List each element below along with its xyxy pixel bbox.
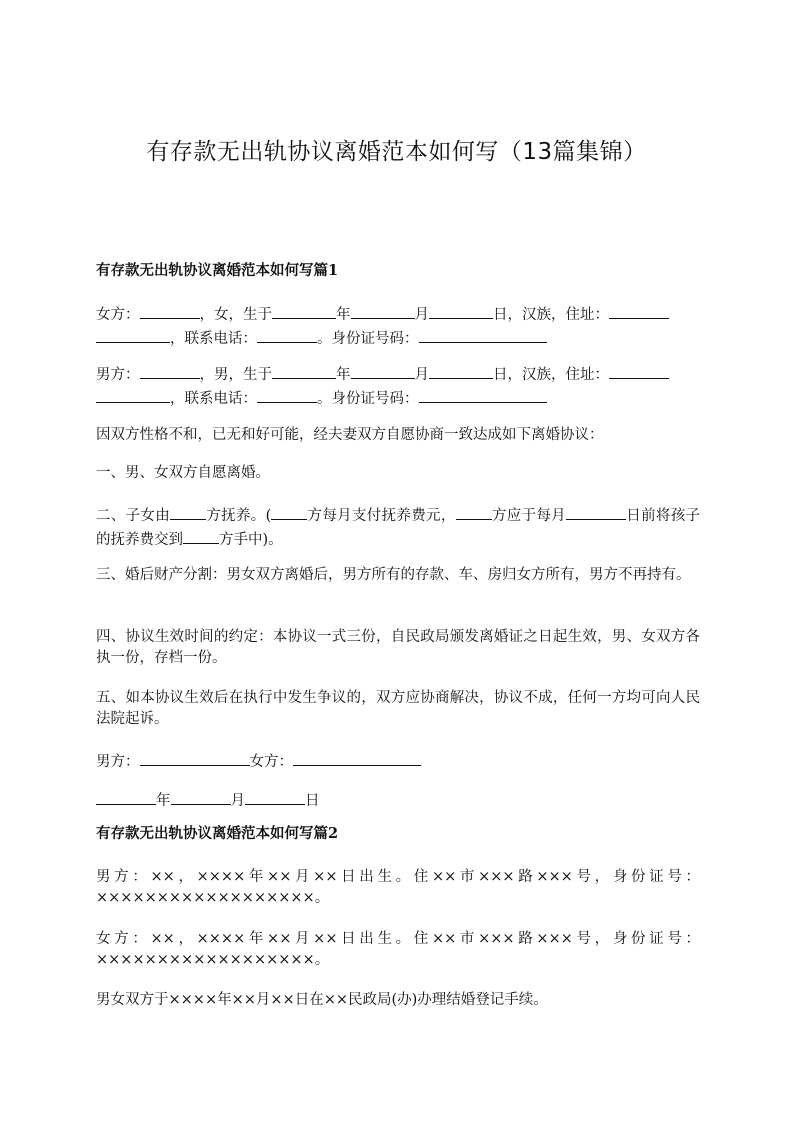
payer-blank-2 bbox=[456, 503, 492, 520]
man-info-paragraph-2: 男方：××，××××年××月××日出生。住××市×××路×××号，身份证号：××××××××××××××××××。 bbox=[96, 869, 700, 906]
year-text: 年 bbox=[336, 307, 351, 323]
man-label: 男方： bbox=[96, 367, 140, 383]
date-line: 年 月 日 bbox=[96, 788, 700, 812]
woman-label: 女方： bbox=[96, 307, 140, 323]
month-text: 月 bbox=[414, 307, 429, 323]
section-2-heading: 有存款无出轨协议离婚范本如何写篇2 bbox=[96, 825, 339, 842]
marriage-registration-paragraph: 男女双方于××××年××月××日在××民政局(办)办理结婚登记手续。 bbox=[96, 992, 548, 1008]
payer-blank bbox=[271, 503, 307, 520]
sign-day-blank bbox=[245, 788, 305, 805]
id-text: 。身份证号码： bbox=[317, 331, 419, 347]
phone-blank bbox=[257, 326, 317, 343]
birth-year-blank bbox=[272, 362, 336, 379]
address-blank bbox=[609, 302, 669, 319]
man-info-paragraph bbox=[96, 362, 700, 410]
birth-day-blank bbox=[429, 302, 493, 319]
signature-line bbox=[96, 749, 700, 773]
phone-text: ，联系电话： bbox=[170, 391, 257, 407]
document-title: 有存款无出轨协议离婚范本如何写（13篇集锦） bbox=[146, 139, 647, 165]
phone-text: ，联系电话： bbox=[170, 331, 257, 347]
intro-paragraph: 因双方性格不和，已无和好可能，经夫妻双方自愿协商一致达成如下离婚协议： bbox=[96, 427, 604, 443]
clause-1: 一、男、女双方自愿离婚。 bbox=[96, 465, 270, 481]
gender-text: ，男，生于 bbox=[199, 367, 272, 383]
woman-sign-label: 女方： bbox=[249, 754, 293, 770]
receiver-blank bbox=[183, 527, 219, 544]
address-text: 日，汉族，住址： bbox=[493, 307, 609, 323]
birth-month-blank bbox=[351, 302, 415, 319]
custody-blank bbox=[170, 503, 206, 520]
birth-day-blank bbox=[429, 362, 493, 379]
birth-year-blank bbox=[272, 302, 336, 319]
id-blank bbox=[419, 386, 547, 403]
address-blank-cont bbox=[96, 386, 170, 403]
sign-month-blank bbox=[171, 788, 231, 805]
id-blank bbox=[419, 326, 547, 343]
address-blank bbox=[609, 362, 669, 379]
clause-5: 五、如本协议生效后在执行中发生争议的，双方应协商解决，协议不成，任何一方均可向人民法院起诉。 bbox=[96, 690, 700, 727]
sign-year-blank bbox=[96, 788, 156, 805]
address-blank-cont bbox=[96, 326, 170, 343]
pay-day-blank bbox=[566, 503, 626, 520]
month-text: 月 bbox=[414, 367, 429, 383]
phone-blank bbox=[257, 386, 317, 403]
birth-month-blank bbox=[351, 362, 415, 379]
section-1-heading: 有存款无出轨协议离婚范本如何写篇1 bbox=[96, 262, 339, 279]
gender-text: ，女，生于 bbox=[199, 307, 272, 323]
woman-info-paragraph-2: 女方：××，××××年××月××日出生。住××市×××路×××号，身份证号：××××××××××××××××××。 bbox=[96, 931, 700, 968]
id-text: 。身份证号码： bbox=[317, 391, 419, 407]
clause-2: 二、子女由 方抚养。( 方每月支付抚养费元， 方应于每月 日前将孩子的抚养费交到 方手中)。 bbox=[96, 503, 700, 551]
name-blank bbox=[140, 362, 200, 379]
address-text: 日，汉族，住址： bbox=[493, 367, 609, 383]
name-blank bbox=[140, 302, 200, 319]
man-sign-label: 男方： bbox=[96, 754, 140, 770]
year-text: 年 bbox=[336, 367, 351, 383]
man-signature-blank bbox=[140, 749, 250, 766]
woman-signature-blank bbox=[293, 749, 421, 766]
woman-info-paragraph bbox=[96, 302, 700, 350]
clause-3: 三、婚后财产分割：男女双方离婚后，男方所有的存款、车、房归女方所有，男方不再持有。 bbox=[96, 567, 691, 583]
clause-4: 四、协议生效时间的约定：本协议一式三份，自民政局颁发离婚证之日起生效，男、女双方各执一份，存档一份。 bbox=[96, 629, 700, 666]
